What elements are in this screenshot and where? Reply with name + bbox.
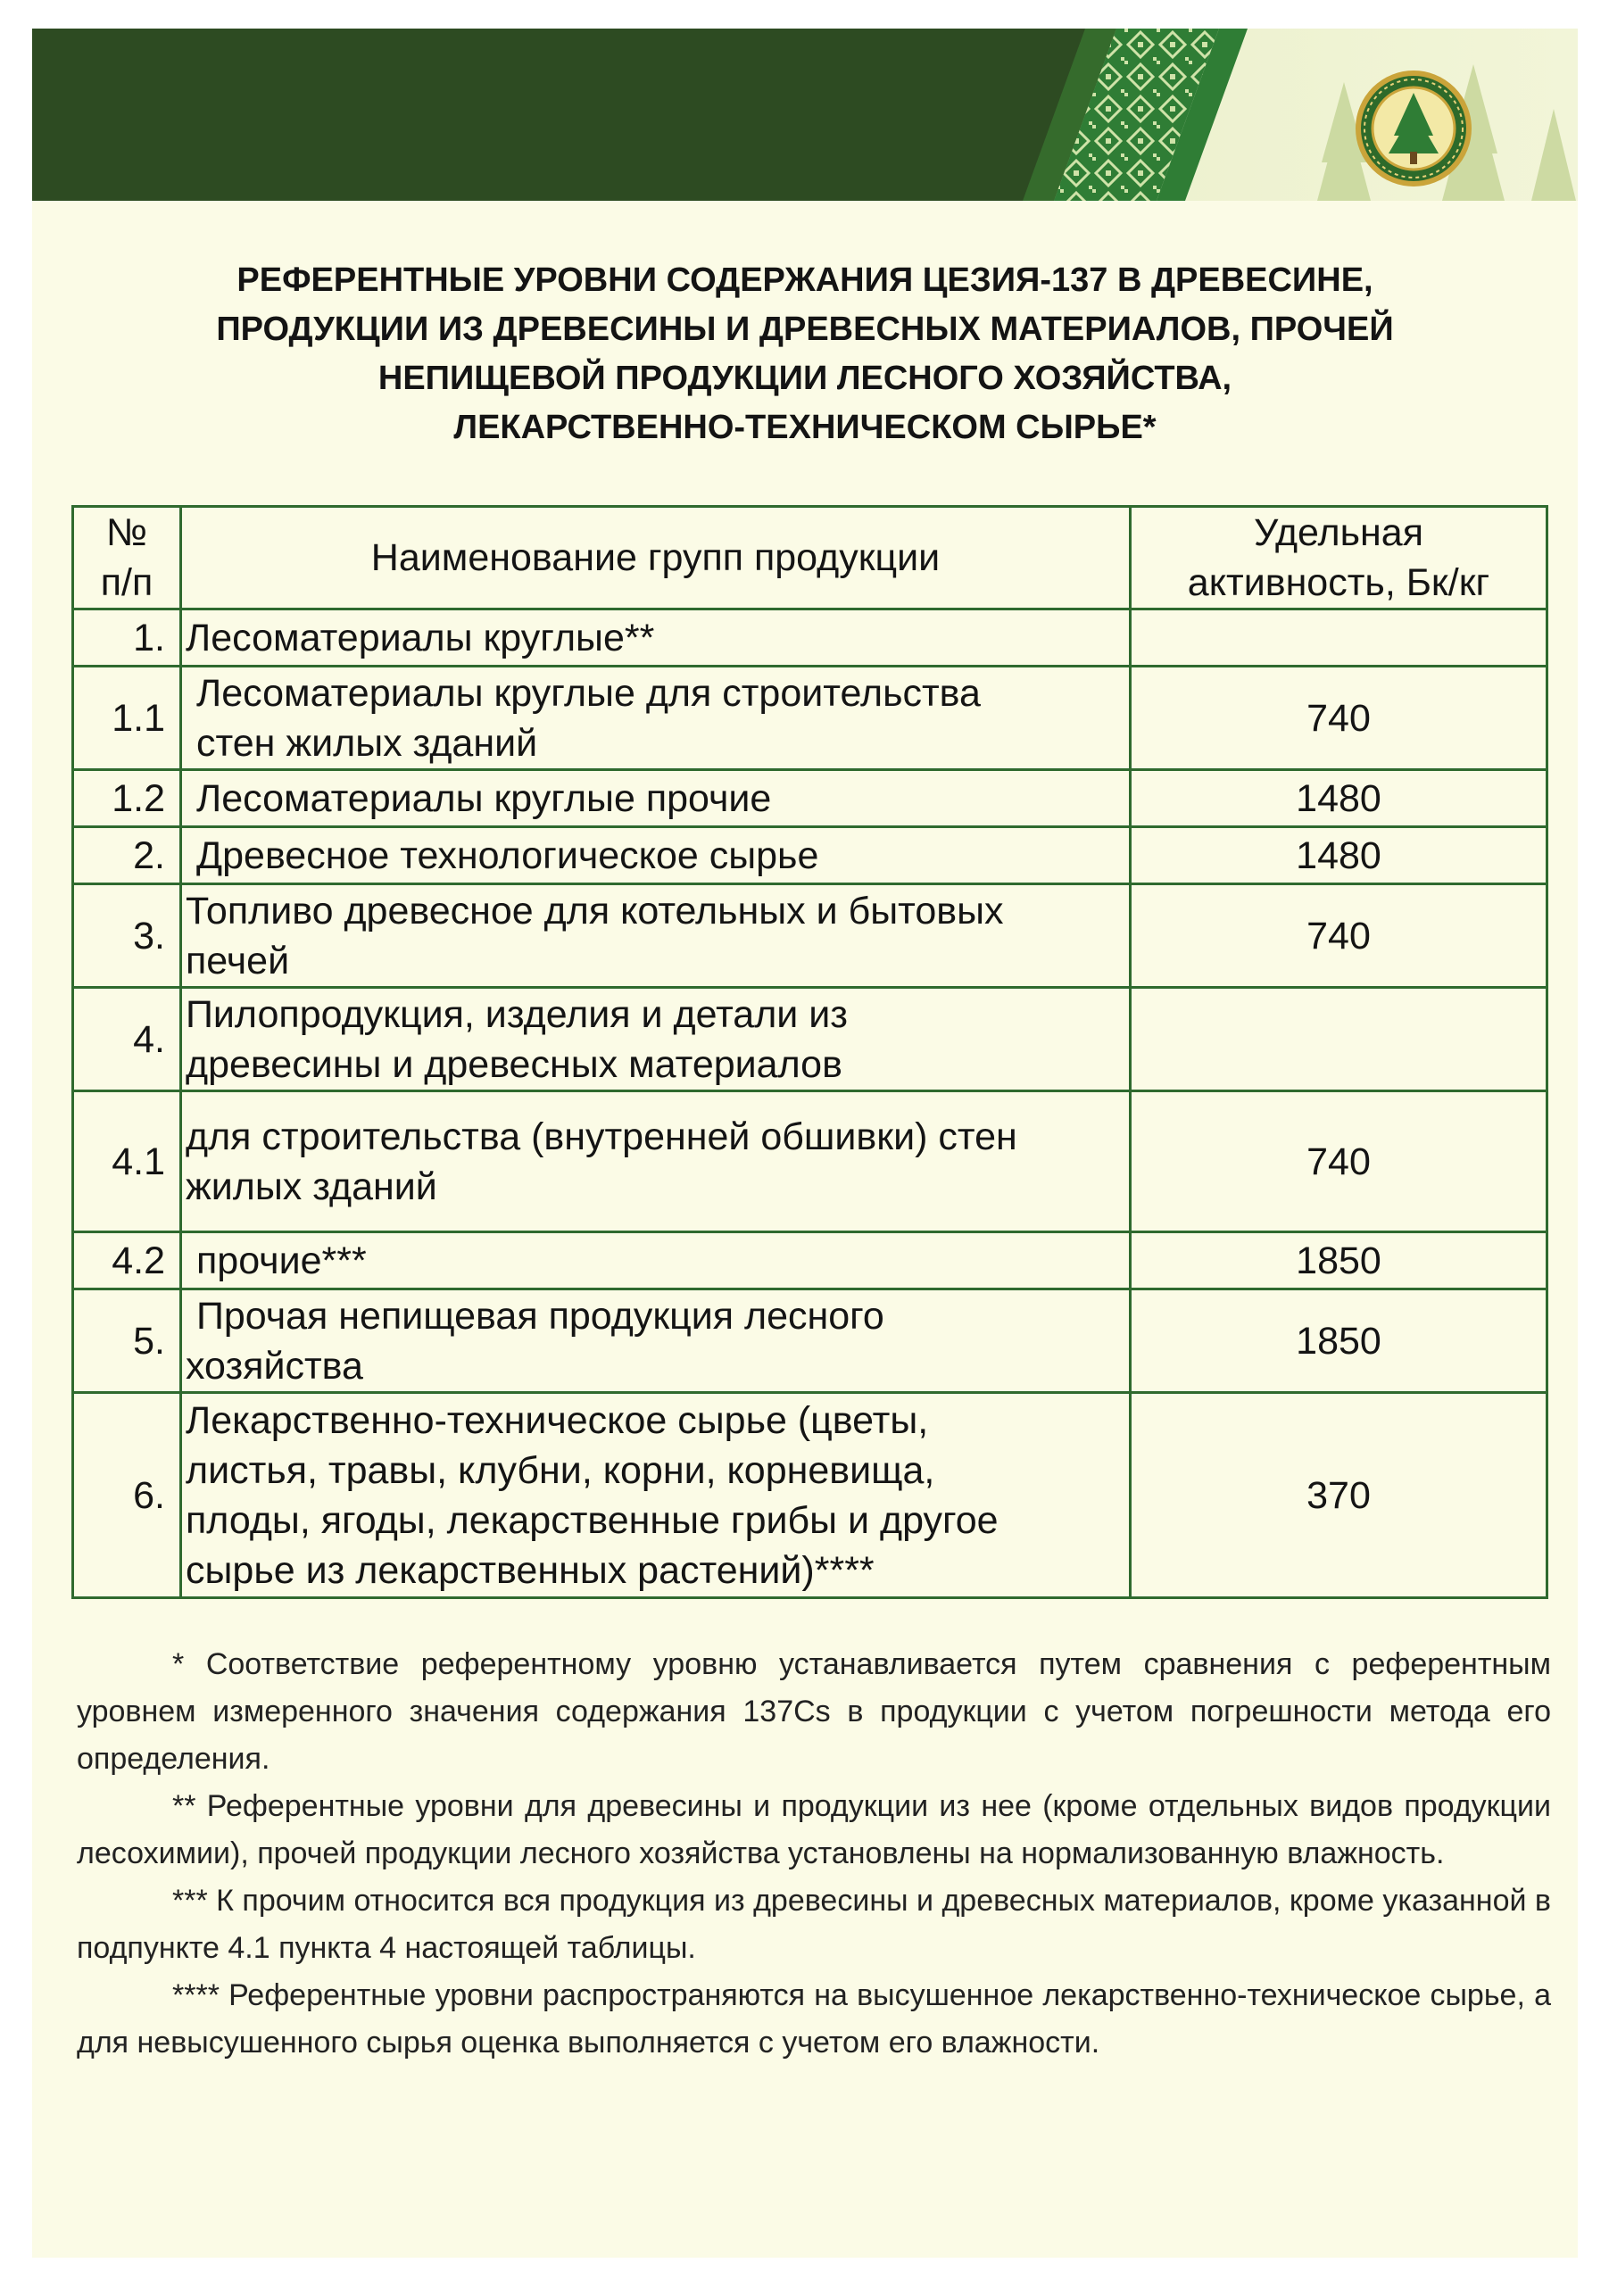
product-group-line: Прочая непищевая продукция лесного — [186, 1294, 884, 1338]
table-row — [73, 884, 1547, 988]
product-group-line: прочие*** — [196, 1239, 367, 1282]
row-number: 1. — [73, 609, 181, 667]
product-group-line: Пилопродукция, изделия и детали из — [186, 992, 848, 1036]
table-row — [73, 770, 1547, 827]
row-number: 2. — [73, 827, 181, 884]
row-product-group — [181, 609, 1131, 667]
row-product-group — [181, 1393, 1131, 1598]
product-group-line: сырье из лекарственных растений)**** — [186, 1548, 875, 1592]
product-group-line: Лесоматериалы круглые для строительства — [196, 671, 981, 715]
row-activity-value: 1480 — [1131, 827, 1547, 884]
title-line: ПРОДУКЦИИ ИЗ ДРЕВЕСИНЫ И ДРЕВЕСНЫХ МАТЕРИАЛОВ, ПРОЧЕЙ — [216, 311, 1394, 348]
row-number: 4.2 — [73, 1232, 181, 1289]
row-product-group — [181, 988, 1131, 1091]
row-activity-value: 370 — [1131, 1393, 1547, 1598]
row-activity-value: 740 — [1131, 1091, 1547, 1232]
header-banner — [32, 29, 1578, 201]
row-number: 4.1 — [73, 1091, 181, 1232]
footnotes — [77, 1641, 1551, 2067]
row-product-group — [181, 827, 1131, 884]
product-group-line: хозяйства — [186, 1344, 363, 1388]
product-group-line: для строительства (внутренней обшивки) стен — [186, 1115, 1017, 1158]
reference-levels-table — [71, 505, 1548, 1599]
row-activity-value: 740 — [1131, 884, 1547, 988]
row-number: 4. — [73, 988, 181, 1091]
row-number: 1.2 — [73, 770, 181, 827]
header-number: № п/п — [73, 507, 181, 609]
product-group-line: Топливо древесное для котельных и бытовых — [186, 889, 1004, 932]
page — [32, 29, 1578, 2258]
product-group-line: плоды, ягоды, лекарственные грибы и другое — [186, 1498, 999, 1542]
product-group-line: древесины и древесных материалов — [186, 1042, 842, 1086]
table-header-row — [73, 507, 1547, 609]
table-row — [73, 1393, 1547, 1598]
table-row — [73, 988, 1547, 1091]
row-product-group — [181, 884, 1131, 988]
product-group-line: Лесоматериалы круглые** — [186, 616, 655, 659]
footnote: *** К прочим относится вся продукция из древесины и древесных материалов, кроме указанной в подпункте 4.1 пункта 4 настоящей таблицы. — [77, 1884, 1551, 1965]
product-group-line: жилых зданий — [186, 1165, 437, 1208]
table-row — [73, 1091, 1547, 1232]
header-activity: Удельная активность, Бк/кг — [1131, 507, 1547, 609]
table-row — [73, 1289, 1547, 1393]
footnote: ** Референтные уровни для древесины и продукции из нее (кроме отдельных видов продукции лесохимии), прочей продукции лесного хозяйства установлены на нормализованную влажность. — [77, 1789, 1551, 1870]
row-product-group — [181, 1232, 1131, 1289]
product-group-line: печей — [186, 939, 290, 982]
title-line: НЕПИЩЕВОЙ ПРОДУКЦИИ ЛЕСНОГО ХОЗЯЙСТВА, — [377, 360, 1232, 397]
row-number: 6. — [73, 1393, 181, 1598]
row-product-group — [181, 770, 1131, 827]
product-group-line: Древесное технологическое сырье — [196, 833, 819, 877]
table-row — [73, 609, 1547, 667]
row-number: 3. — [73, 884, 181, 988]
table-row — [73, 1232, 1547, 1289]
row-activity-value — [1131, 609, 1547, 667]
row-activity-value: 1480 — [1131, 770, 1547, 827]
footnote: * Соответствие референтному уровню устанавливается путем сравнения с референтным уровнем измеренного значения содержания 137Cs в продукции с учетом погрешности метода его определения. — [77, 1647, 1551, 1776]
forestry-emblem-icon — [1358, 73, 1469, 184]
row-activity-value: 1850 — [1131, 1232, 1547, 1289]
product-group-line: Лесоматериалы круглые прочие — [196, 776, 772, 820]
title-line: ЛЕКАРСТВЕННО-ТЕХНИЧЕСКОМ СЫРЬЕ* — [453, 409, 1157, 446]
table-row — [73, 827, 1547, 884]
row-activity-value: 1850 — [1131, 1289, 1547, 1393]
table-row — [73, 667, 1547, 770]
footnote: **** Референтные уровни распространяются на высушенное лекарственно-техническое сырье, а для невысушенного сырья оценка выполняется с учетом его влажности. — [77, 1978, 1551, 2060]
row-number: 1.1 — [73, 667, 181, 770]
product-group-line: Лекарственно-техническое сырье (цветы, — [186, 1398, 929, 1442]
product-group-line: стен жилых зданий — [196, 721, 538, 765]
row-product-group — [181, 1091, 1131, 1232]
row-activity-value — [1131, 988, 1547, 1091]
page-title — [32, 256, 1578, 452]
row-number: 5. — [73, 1289, 181, 1393]
header-name: Наименование групп продукции — [181, 507, 1131, 609]
product-group-line: листья, травы, клубни, корни, корневища, — [186, 1448, 935, 1492]
title-line: РЕФЕРЕНТНЫЕ УРОВНИ СОДЕРЖАНИЯ ЦЕЗИЯ-137 В ДРЕВЕСИНЕ, — [236, 261, 1373, 299]
row-product-group — [181, 667, 1131, 770]
row-product-group — [181, 1289, 1131, 1393]
row-activity-value: 740 — [1131, 667, 1547, 770]
